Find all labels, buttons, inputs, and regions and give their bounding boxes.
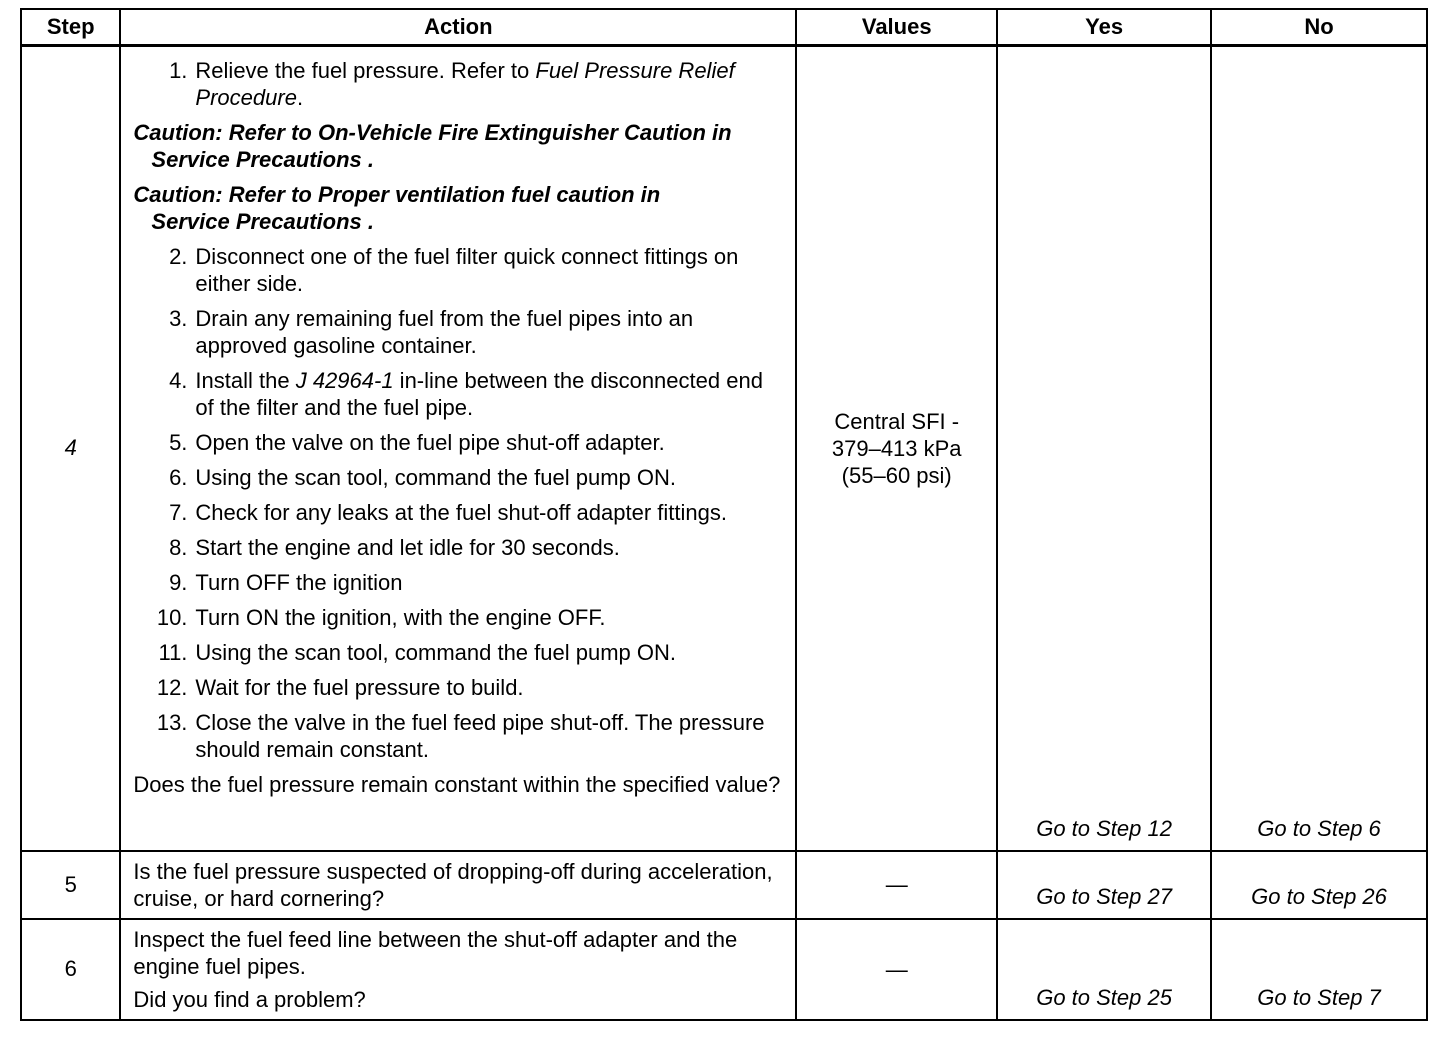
action-list (133, 57, 785, 111)
header-action: Action (120, 9, 796, 46)
action-cell (120, 851, 796, 919)
list-item: 10. Turn ON the ignition, with the engine OFF. (156, 605, 606, 630)
list-item: 7. Check for any leaks at the fuel shut-off adapter fittings. (169, 500, 727, 525)
header-row (21, 9, 1427, 46)
values-line: (55–60 psi) (841, 462, 952, 488)
list-item: 13. Close the valve in the fuel feed pipe shut-off. The pressure should remain constant. (156, 710, 765, 762)
yes-goto-link[interactable]: Go to Step 27 (997, 851, 1211, 919)
list-item: 3. Drain any remaining fuel from the fuel pipes into an approved gasoline container. (169, 306, 694, 358)
values-cell: — (796, 851, 997, 919)
no-goto-link[interactable]: Go to Step 6 (1211, 46, 1427, 851)
list-item: 2. Disconnect one of the fuel filter quick connect fittings on either side. (169, 244, 739, 296)
step-number: 6 (21, 919, 120, 1020)
procedure-reference: Fuel Pressure Relief Procedure (195, 58, 735, 110)
table-row-step-4 (21, 46, 1427, 851)
action-cell (120, 46, 796, 851)
list-item: 6. Using the scan tool, command the fuel pump ON. (169, 465, 676, 490)
step-number: 4 (21, 46, 120, 851)
yes-goto-link[interactable]: Go to Step 12 (997, 46, 1211, 851)
values-line: Central SFI - (834, 408, 960, 434)
header-no: No (1211, 9, 1427, 46)
values-cell: — (796, 919, 997, 1020)
table-row-step-6 (21, 919, 1427, 1020)
list-item: 9. Turn OFF the ignition (169, 570, 403, 595)
action-list (133, 243, 785, 763)
caution-note: Caution: Refer to On-Vehicle Fire Extinguisher Caution in Service Precautions . (133, 120, 732, 172)
values-cell (796, 46, 997, 851)
service-precautions-reference: Service Precautions (151, 209, 362, 234)
action-cell (120, 919, 796, 1020)
instruction-text: Inspect the fuel feed line between the shut-off adapter and the engine fuel pipes. (133, 926, 738, 979)
no-goto-link[interactable]: Go to Step 26 (1211, 851, 1427, 919)
question-text: Did you find a problem? (133, 986, 366, 1012)
header-values: Values (796, 9, 997, 46)
list-item: 11. Using the scan tool, command the fuel pump ON. (158, 640, 676, 665)
service-precautions-reference: Service Precautions (151, 147, 362, 172)
diagnostic-table (20, 8, 1428, 1021)
list-item: 1. Relieve the fuel pressure. Refer to Fuel Pressure Relief Procedure. (169, 58, 735, 110)
list-item: 5. Open the valve on the fuel pipe shut-off adapter. (169, 430, 665, 455)
values-line: 379–413 kPa (831, 435, 962, 461)
yes-goto-link[interactable]: Go to Step 25 (997, 919, 1211, 1020)
header-step: Step (21, 9, 120, 46)
list-item: 8. Start the engine and let idle for 30 seconds. (169, 535, 620, 560)
caution-note: Caution: Refer to Proper ventilation fuel caution in Service Precautions . (133, 182, 661, 234)
table-row-step-5 (21, 851, 1427, 919)
question-text: Does the fuel pressure remain constant within the specified value? (133, 772, 781, 797)
header-yes: Yes (997, 9, 1211, 46)
list-item: 4. Install the J 42964-1 in-line between the disconnected end of the filter and the fuel pipe. (169, 368, 763, 420)
tool-reference: J 42964-1 (295, 368, 394, 393)
no-goto-link[interactable]: Go to Step 7 (1211, 919, 1427, 1020)
step-number: 5 (21, 851, 120, 919)
question-text: Is the fuel pressure suspected of dropping-off during acceleration, cruise, or hard cornering? (133, 858, 773, 911)
list-item: 12. Wait for the fuel pressure to build. (156, 675, 524, 700)
